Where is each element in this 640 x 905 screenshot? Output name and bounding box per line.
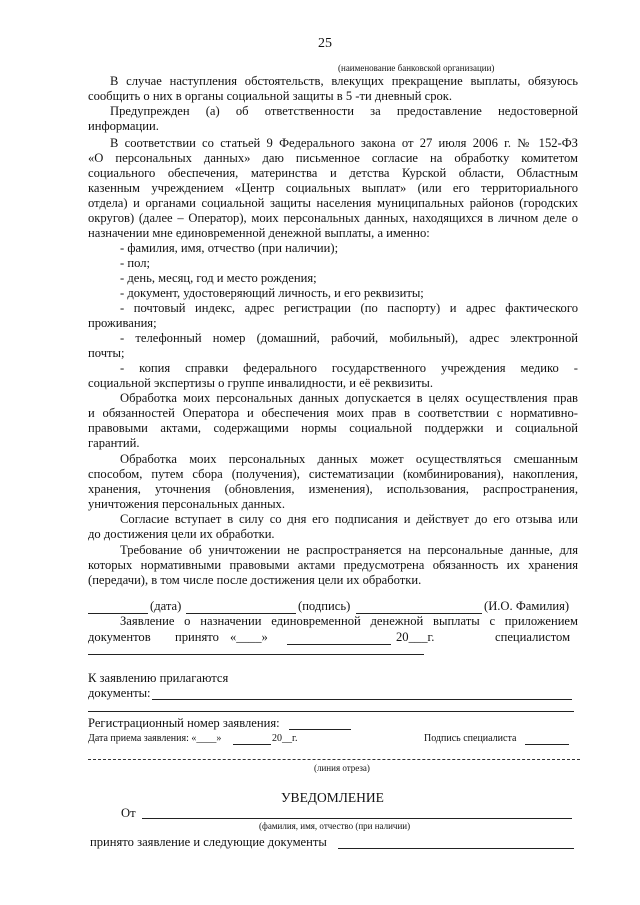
notice-docs-blank[interactable]: [338, 848, 574, 849]
cut-line-caption: (линия отреза): [314, 763, 370, 773]
text-line: - телефонный номер (домашний, рабочий, мобильный), адрес электронной: [120, 331, 578, 345]
text-line: и обязанностей Оператора и обеспечения моих прав в соответствии с нормативно-: [88, 406, 578, 420]
application-line: Заявление о назначении единовременной денежной выплаты с приложением: [120, 614, 578, 628]
text-line: казенным учреждением «Центр социальных выплат» (или его территориального: [88, 181, 578, 195]
text-line: правовыми актами, содержащими нормы социальной поддержки и социальной: [88, 421, 578, 435]
text-line: - копия справки федерального государственного учреждения медико -: [120, 361, 578, 375]
application-year[interactable]: 20___г.: [396, 630, 435, 644]
page-number: 25: [318, 36, 332, 51]
text-line: (передачи), в том числе после достижения цели их обработки.: [88, 573, 422, 587]
text-line: - почтовый индекс, адрес регистрации (по паспорту) и адрес фактического: [120, 301, 578, 315]
text-line: социальной экспертизы о группе инвалидности, и её реквизиты.: [88, 376, 433, 390]
notice-fio-caption: (фамилия, имя, отчество (при наличии): [259, 821, 411, 831]
text-line: информации.: [88, 119, 159, 133]
date-label: (дата): [150, 599, 182, 613]
text-line: до достижения цели их обработки.: [88, 527, 275, 541]
signature-label: (подпись): [298, 599, 351, 613]
text-line: способом, путем сбора (получения), систематизации (комбинирования), накопления,: [88, 467, 578, 481]
text-line: Обработка моих персональных данных допускается в целях осуществления прав: [120, 391, 578, 405]
text-line: назначении мне единовременной денежной выплаты, а именно:: [88, 226, 430, 240]
text-line: - документ, удостоверяющий личность, и его реквизиты;: [120, 286, 424, 300]
reception-month-blank[interactable]: [233, 744, 271, 745]
text-line: которых нормативными правовыми актами предусмотрена обязанность их хранения: [88, 558, 578, 572]
cut-line: [88, 759, 580, 760]
attached-title: К заявлению прилагаются: [88, 671, 229, 685]
registration-label: Регистрационный номер заявления:: [88, 716, 280, 730]
text-line: Согласие вступает в силу со дня его подписания и действует до его отзыва или: [120, 512, 578, 526]
text-line: В случае наступления обстоятельств, влекущих прекращение выплаты, обязуюсь: [110, 74, 578, 88]
text-line: социального обеспечения, материнства и детства Курской области, Областным: [88, 166, 578, 180]
text-line: - фамилия, имя, отчество (при наличии);: [120, 241, 339, 255]
month-blank[interactable]: [287, 644, 391, 645]
text-line: отдела) и органами социальной защиты населения муниципальных районов (городских: [88, 196, 578, 210]
reception-date[interactable]: Дата приема заявления: «____»: [88, 733, 222, 744]
text-line: Требование об уничтожении не распространяется на персональные данные, для: [120, 543, 578, 557]
text-line: В соответствии со статьей 9 Федерального закона от 27 июля 2006 г. № 152-ФЗ: [110, 136, 578, 150]
attached-docs-label: документы:: [88, 686, 151, 700]
application-accepted: принято: [175, 630, 219, 644]
text-line: уничтожения персональных данных.: [88, 497, 285, 511]
notice-title: УВЕДОМЛЕНИЕ: [281, 790, 384, 805]
reception-year[interactable]: 20__г.: [272, 733, 298, 744]
text-line: проживания;: [88, 316, 157, 330]
application-specialist: специалистом: [495, 630, 571, 644]
application-docs: документов: [88, 630, 151, 644]
text-line: округов) (далее – Оператор), моих персональных данных, находящихся в личном деле о: [88, 211, 578, 225]
text-line: Предупрежден (а) об ответственности за предоставление недостоверной: [110, 104, 578, 118]
text-line: Обработка моих персональных данных может осуществляться смешанным: [120, 452, 578, 466]
notice-from: От: [121, 806, 136, 820]
text-line: сообщить о них в органы социальной защиты в 5 -ти дневный срок.: [88, 89, 453, 103]
text-line: «О персональных данных» даю письменное согласие на обработку комитетом: [88, 151, 578, 165]
specialist-sign-label: Подпись специалиста: [424, 733, 517, 744]
notice-accepted: принято заявление и следующие документы: [90, 835, 327, 849]
text-line: почты;: [88, 346, 125, 360]
text-line: гарантий.: [88, 436, 140, 450]
application-day[interactable]: «____»: [230, 630, 268, 644]
text-line: - день, месяц, год и место рождения;: [120, 271, 317, 285]
text-line: хранения, уточнения (обновления, изменения), использования, распространения,: [88, 482, 578, 496]
attached-docs-blank-2[interactable]: [88, 711, 574, 712]
name-label: (И.О. Фамилия): [484, 599, 570, 613]
notice-fio-blank[interactable]: [142, 818, 572, 819]
text-line: - пол;: [120, 256, 150, 270]
attached-docs-blank[interactable]: [152, 699, 572, 700]
bank-caption: (наименование банковской организации): [338, 63, 495, 73]
specialist-sign-blank[interactable]: [525, 744, 569, 745]
registration-number-blank[interactable]: [289, 729, 351, 730]
specialist-blank[interactable]: [88, 654, 424, 655]
